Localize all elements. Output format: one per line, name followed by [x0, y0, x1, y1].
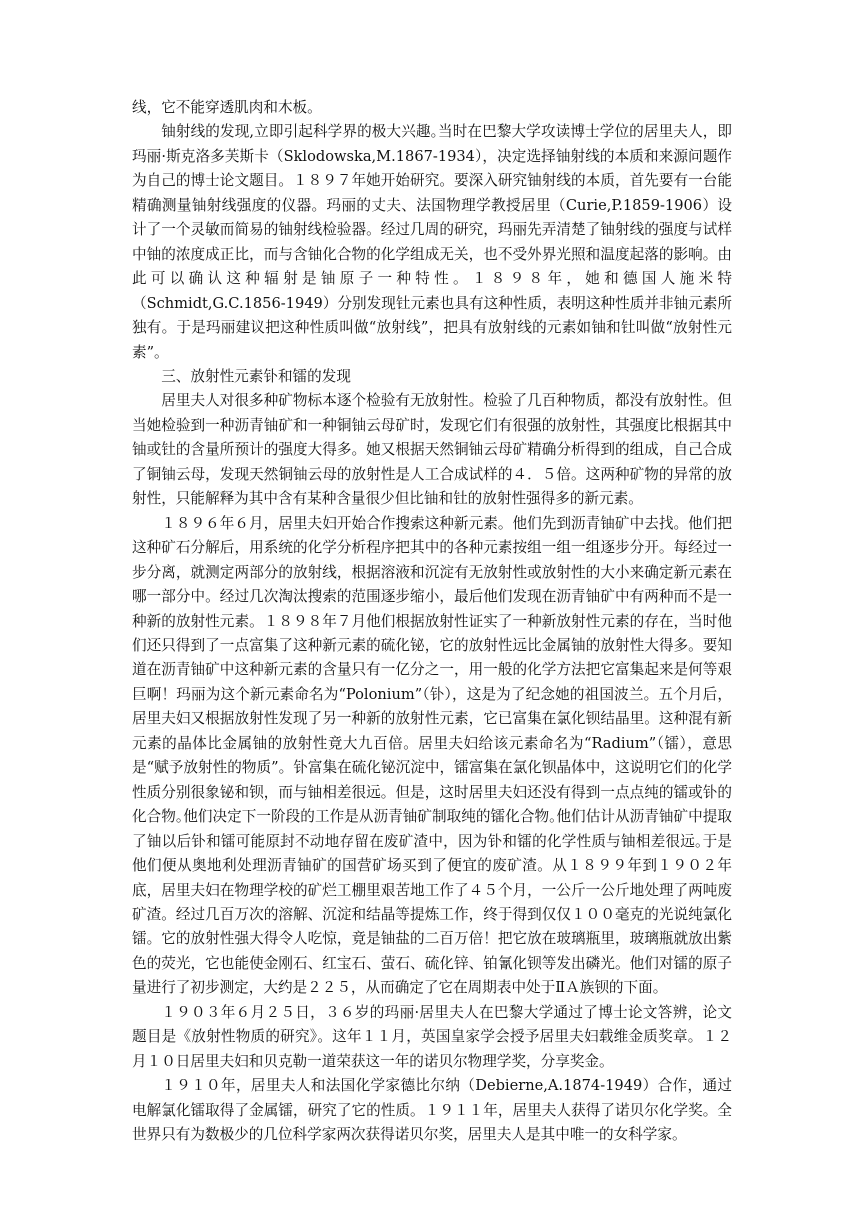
paragraph-mineral-testing: 居里夫人对很多种矿物标本逐个检验有无放射性。检验了几百种物质，都没有放射性。但当她检验到一种沥青铀矿和一种铜铀云母矿时，发现它们有很强的放射性，其强度比根据其中铀或钍的含量所预计的强度大得多。她又根据天然铜铀云母矿精确分析得到的组成，自己合成了铜铀云母，发现天然铜铀云母的放射性是人工合成试样的４．５倍。这两种矿物的异常的放射性，只能解释为其中含有某种含量很少但比铀和钍的放射性强得多的新元素。: [132, 392, 732, 508]
document-page: [132, 96, 732, 1147]
paragraph-continuation: 线，它不能穿透肌肉和木板。: [132, 99, 322, 116]
paragraph-uranium-rays: 铀射线的发现,立即引起科学界的极大兴趣｡当时在巴黎大学攻读博士学位的居里夫人，即玛丽·斯克洛多芙斯卡（Sklodowska,M.1867-1934），决定选择铀射线的本质和来源问题作为自己的博士论文题目。１８９７年她开始研究。要深入研究铀射线的本质，首先要有一台能精确测量铀射线强度的仪器。玛丽的丈夫、法国物理学教授居里（Curie,P.1859-1906）设计了一个灵敏而简易的铀射线检验器。经过几周的研究，玛丽先弄清楚了铀射线的强度与试样中铀的浓度成正比，而与含铀化合物的化学组成无关，也不受外界光照和温度起落的影响。由此可以确认这种辐射是铀原子一种特性。１８９８年，她和德国人施米特（Schmidt,G.C.1856-1949）分别发现钍元素也具有这种性质，表明这种性质并非铀元素所独有。于是玛丽建议把这种性质叫做“放射线”，把具有放射线的元素如铀和钍叫做“放射性元素”。: [132, 123, 732, 361]
paragraph-nobel-chemistry: １９１０年，居里夫人和法国化学家德比尔纳（Debierne,A.1874-1949）合作，通过电解氯化镭取得了金属镭，研究了它的性质。１９１１年，居里夫人获得了诺贝尔化学奖。全世界只有为数极少的几位科学家两次获得诺贝尔奖，居里夫人是其中唯一的女科学家。: [132, 1077, 732, 1144]
paragraph-polonium-radium: １８９６年６月，居里夫妇开始合作搜索这种新元素。他们先到沥青铀矿中去找。他们把这种矿石分解后，用系统的化学分析程序把其中的各种元素按组一组一组逐步分开。每经过一步分离，就测定两部分的放射线，根据溶液和沉淀有无放射性或放射性的大小来确定新元素在哪一部分中。经过几次淘汰搜索的范围逐步缩小，最后他们发现在沥青铀矿中有两种而不是一种新的放射性元素。１８９８年７月他们根据放射性证实了一种新放射性元素的存在，当时他们还只得到了一点富集了这种新元素的硫化铋，它的放射性远比金属铀的放射性大得多。要知道在沥青铀矿中这种新元素的含量只有一亿分之一，用一般的化学方法把它富集起来是何等艰巨啊！玛丽为这个新元素命名为“Polonium”（钋），这是为了纪念她的祖国波兰。五个月后，居里夫妇又根据放射性发现了另一种新的放射性元素，它已富集在氯化钡结晶里。这种混有新元素的晶体比金属铀的放射性竟大九百倍。居里夫妇给该元素命名为“Radium”（镭），意思是“赋予放射性的物质”。钋富集在硫化铋沉淀中，镭富集在氯化钡晶体中，这说明它们的化学性质分别很象铋和钡，而与铀相差很远。但是，这时居里夫妇还没有得到一点点纯的镭或钋的化合物｡他们决定下一阶段的工作是从沥青铀矿制取纯的镭化合物｡他们估计从沥青铀矿中提取了铀以后钋和镭可能原封不动地存留在废矿渣中，因为钋和镭的化学性质与铀相差很远｡于是他们便从奥地利处理沥青铀矿的国营矿场买到了便宜的废矿渣。从１８９９年到１９０２年底，居里夫妇在物理学校的矿烂工棚里艰苦地工作了４５个月，一公斤一公斤地处理了两吨废矿渣。经过几百万次的溶解、沉淀和结晶等提炼工作，终于得到仅仅１００毫克的光说纯氯化镭。它的放射性强大得令人吃惊，竟是铀盐的二百万倍！把它放在玻璃瓶里，玻璃瓶就放出紫色的荧光，它也能使金刚石、红宝石、萤石、硫化锌、铂氰化钡等发出磷光。他们对镭的原子量进行了初步测定，大约是２２５，从而确定了它在周期表中处于ⅡＡ族钡的下面。: [132, 514, 732, 997]
paragraph-doctorate-nobel-physics: １９０３年６月２５日，３６岁的玛丽·居里夫人在巴黎大学通过了博士论文答辨，论文题目是《放射性物质的研究》。这年１１月，英国皇家学会授予居里夫妇载维金质奖章。１２月１０日居里夫妇和贝克勒一道荣获这一年的诺贝尔物理学奖，分享奖金。: [132, 1003, 732, 1070]
section-heading: 三、放射性元素钋和镭的发现: [161, 367, 351, 385]
